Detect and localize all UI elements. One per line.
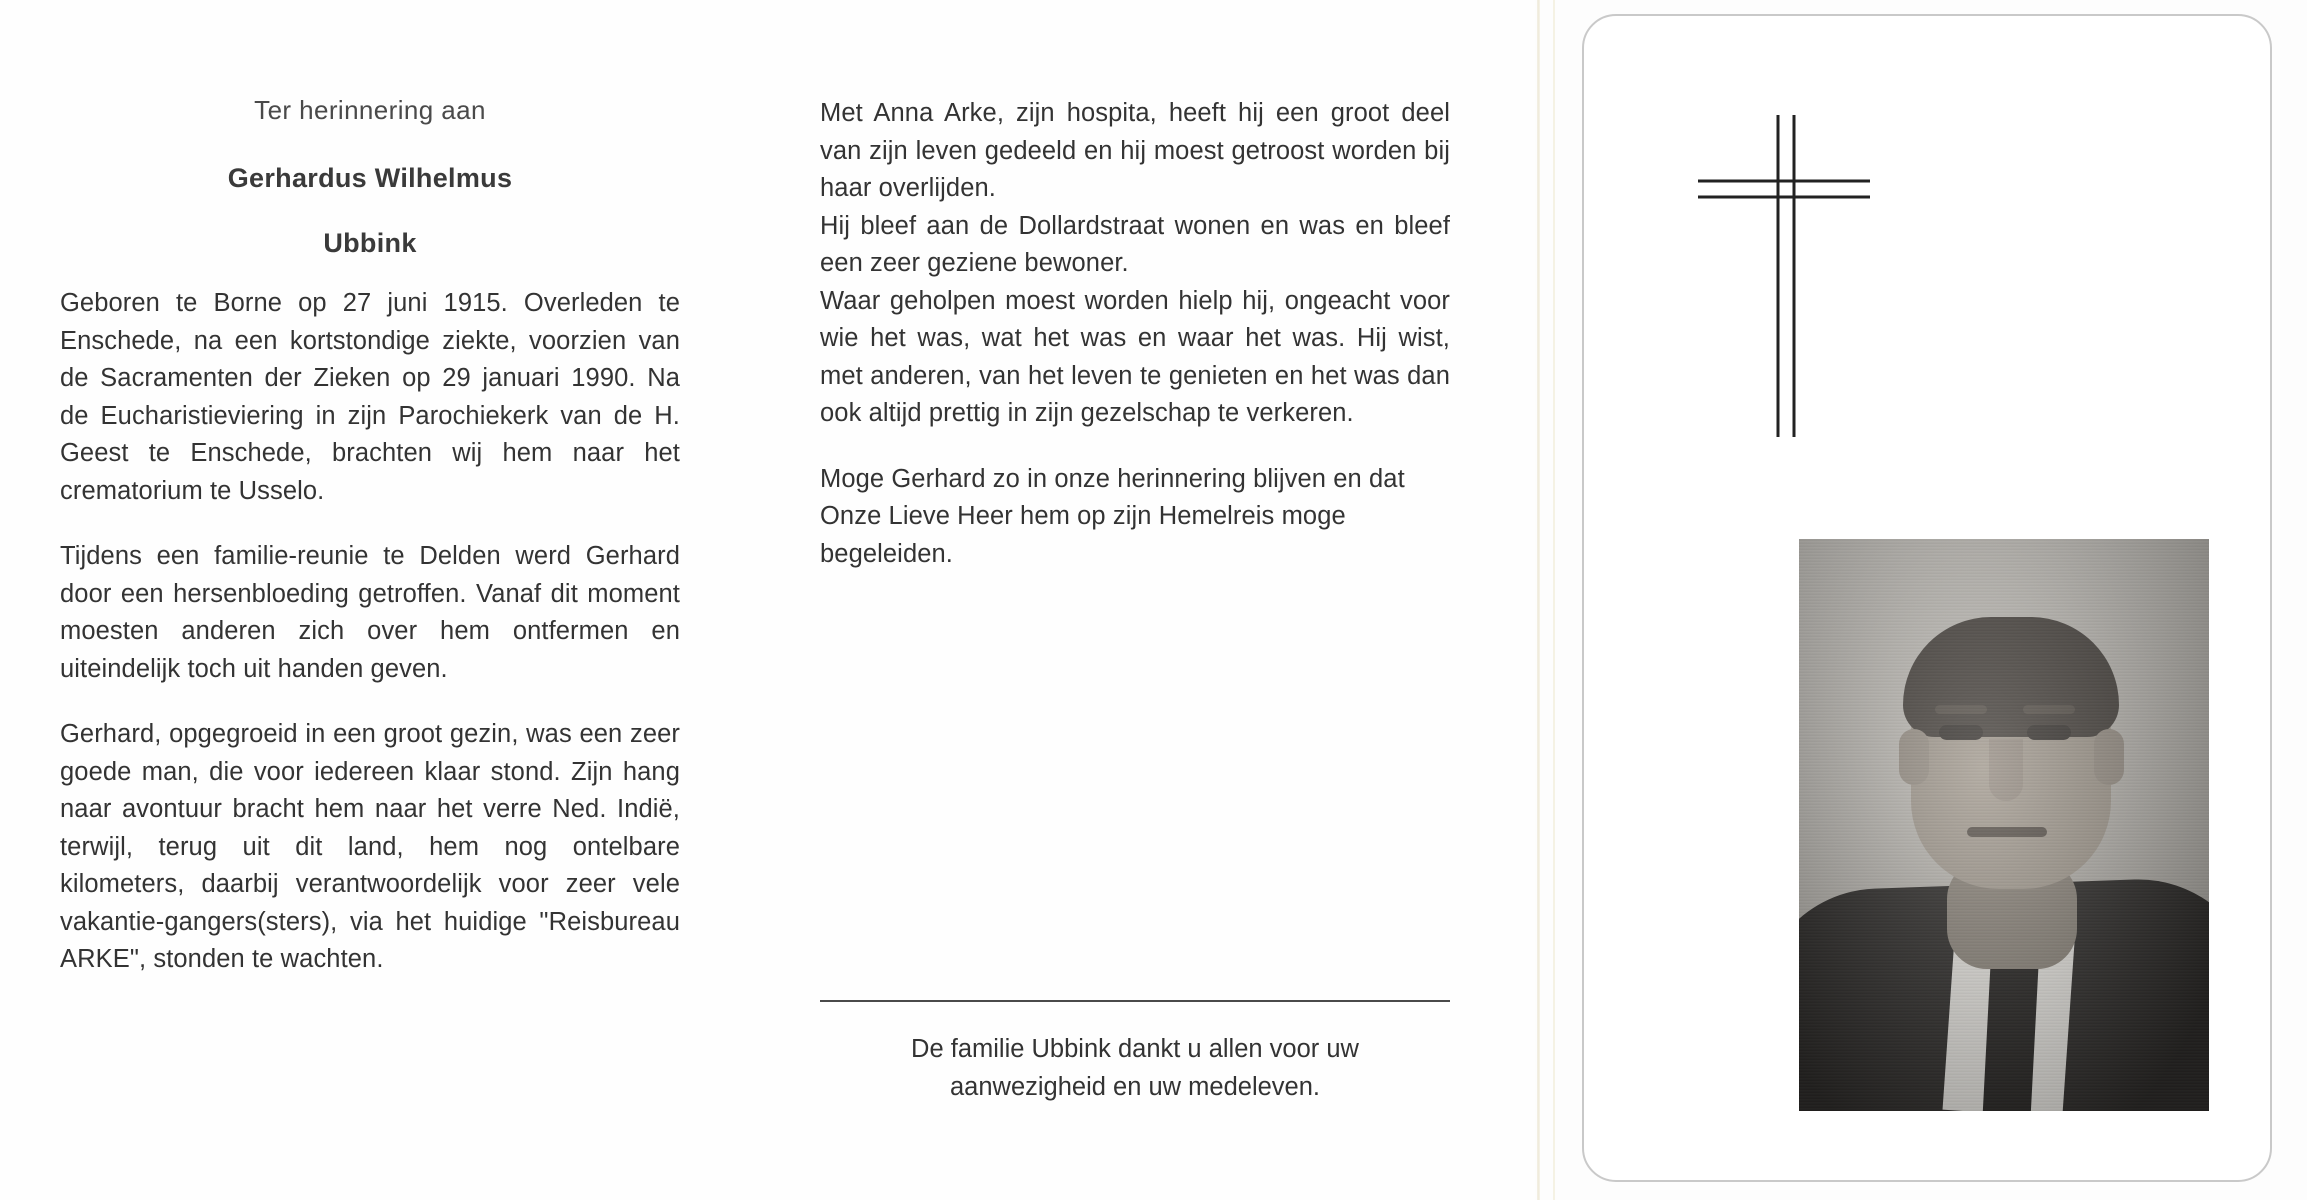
paragraph-helpfulness: Waar geholpen moest worden hielp hij, ongeacht voor wie het was, wat het was en waar het was. Hij wist, met anderen, van het leven te genieten en het was dan ook altijd prettig in zijn gezelschap te verkeren. (820, 286, 1450, 427)
paragraph-dollardstraat: Hij bleef aan de Dollardstraat wonen en was en bleef een zeer geziene bewoner. (820, 211, 1450, 277)
divider-rule (820, 1000, 1450, 1002)
paragraph-family-reunion: Tijdens een familie-reunie te Delden werd Gerhard door een hersenbloeding getroffen. Vanaf dit moment moesten anderen zich over hem ontfermen en uiteindelijk toch uit handen geven. (60, 542, 680, 683)
paragraph-anna-arke: Met Anna Arke, zijn hospita, heeft hij een groot deel van zijn leven gedeeld en hij moest getroost worden bij haar overlijden. (820, 99, 1450, 202)
page-fold-seam-secondary (1553, 0, 1555, 1200)
paragraph-blessing: Moge Gerhard zo in onze herinnering blijven en dat Onze Lieve Heer hem op zijn Hemelreis moge begeleiden. (820, 464, 1405, 568)
portrait-photo (1799, 539, 2209, 1111)
paragraph-life-story: Gerhard, opgegroeid in een groot gezin, was een zeer goede man, die voor iedereen klaar stond. Zijn hang naar avontuur bracht hem naar het verre Ned. Indië, terwijl, terug uit dit land, hem nog ontelbare kilometers, daarbij verantwoordelijk voor zeer vele vakantie-gangers(sters), via het huidige "Reisbureau ARKE", stonden te wachten. (60, 720, 680, 973)
heading-block (60, 95, 680, 259)
paragraph-birth-and-death: Geboren te Borne op 27 juni 1915. Overleden te Enschede, na een kortstondige ziekte, voorzien van de Sacramenten der Zieken op 29 januari 1990. Na de Eucharistieviering in zijn Parochiekerk van de H. Geest te Enschede, brachten wij hem naar het crematorium te Usselo. (60, 289, 680, 505)
deceased-first-names: Gerhardus Wilhelmus (227, 163, 513, 193)
text-column-left (60, 0, 680, 1200)
latin-cross-icon (1694, 111, 1874, 446)
page-fold-seam (1537, 0, 1540, 1200)
thanks-block (820, 1000, 1450, 1106)
family-thanks-text: De familie Ubbink dankt u allen voor uw aanwezigheid en uw medeleven. (911, 1035, 1359, 1101)
text-column-right (820, 0, 1450, 1200)
deceased-surname: Ubbink (323, 228, 417, 258)
in-memory-of-label: Ter herinnering aan (254, 95, 486, 125)
memorial-photo-page (1582, 14, 2272, 1182)
